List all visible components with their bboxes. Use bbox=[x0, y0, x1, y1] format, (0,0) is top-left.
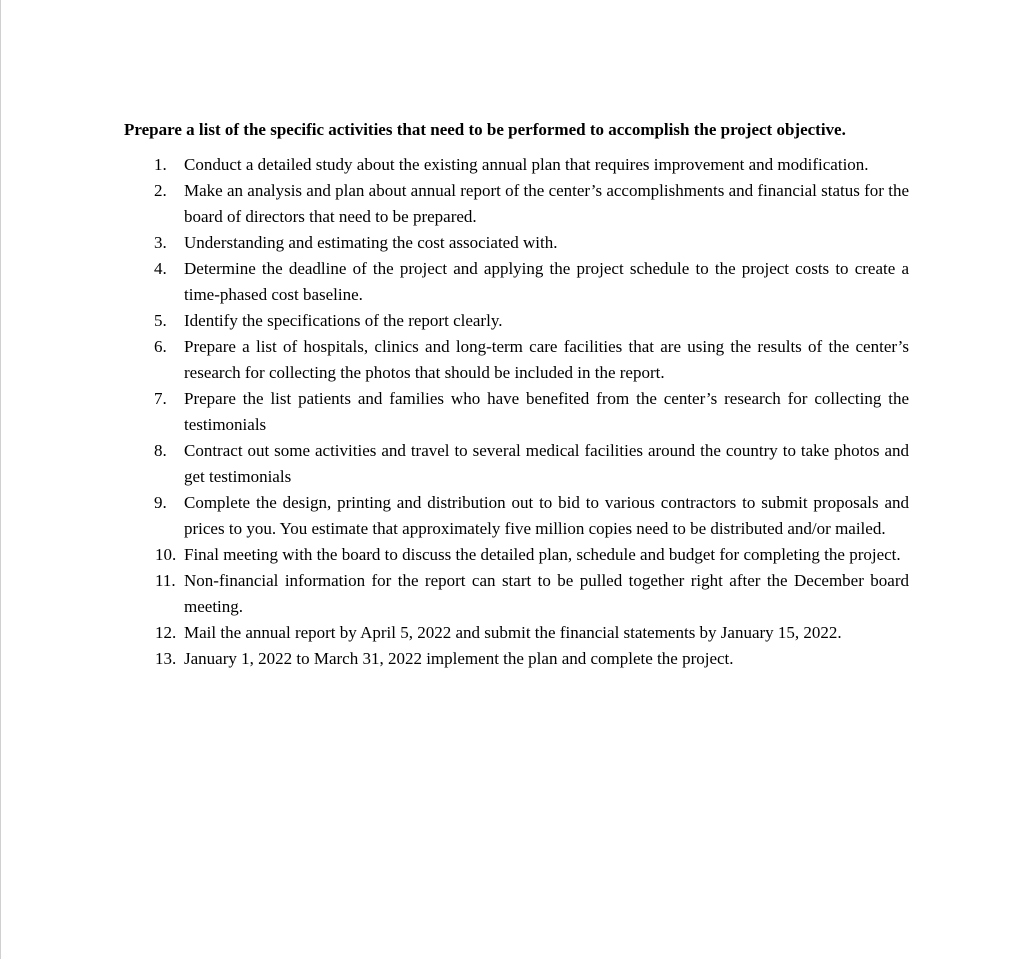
activity-number: 9. bbox=[154, 493, 167, 512]
activity-item-5 bbox=[124, 308, 909, 334]
activity-list bbox=[124, 152, 909, 672]
activity-text: Mail the annual report by April 5, 2022 and submit the financial statements by January 15, 2022. bbox=[184, 623, 842, 642]
activity-item-1 bbox=[124, 152, 909, 178]
activity-item-4 bbox=[124, 256, 909, 308]
activity-number: 13. bbox=[155, 649, 177, 668]
activity-item-10 bbox=[124, 542, 909, 568]
document-body bbox=[124, 118, 909, 672]
activity-item-9 bbox=[124, 490, 909, 542]
activity-text: Non-financial information for the report can start to be pulled together right after the December board meeting. bbox=[184, 571, 909, 616]
document-heading: Prepare a list of the specific activities that need to be performed to accomplish the project objective. bbox=[124, 120, 846, 139]
activity-item-12 bbox=[124, 620, 909, 646]
activity-number: 7. bbox=[154, 389, 167, 408]
activity-text: Understanding and estimating the cost associated with. bbox=[184, 233, 558, 252]
activity-number: 3. bbox=[154, 233, 167, 252]
activity-text: January 1, 2022 to March 31, 2022 implement the plan and complete the project. bbox=[184, 649, 734, 668]
activity-number: 11. bbox=[155, 571, 176, 590]
activity-text: Contract out some activities and travel to several medical facilities around the country to take photos and get testimonials bbox=[184, 441, 909, 486]
activity-item-7 bbox=[124, 386, 909, 438]
activity-text: Determine the deadline of the project and applying the project schedule to the project costs to create a time-phased cost baseline. bbox=[184, 259, 909, 304]
activity-text: Identify the specifications of the report clearly. bbox=[184, 311, 503, 330]
activity-text: Prepare a list of hospitals, clinics and long-term care facilities that are using the results of the center’s research for collecting the photos that should be included in the report. bbox=[184, 337, 909, 382]
activity-text: Complete the design, printing and distribution out to bid to various contractors to submit proposals and prices to you. You estimate that approximately five million copies need to be distributed and/or mailed. bbox=[184, 493, 909, 538]
activity-number: 5. bbox=[154, 311, 167, 330]
activity-item-6 bbox=[124, 334, 909, 386]
activity-text: Make an analysis and plan about annual report of the center’s accomplishments and financial status for the board of directors that need to be prepared. bbox=[184, 181, 909, 226]
activity-number: 2. bbox=[154, 181, 167, 200]
activity-item-11 bbox=[124, 568, 909, 620]
activity-text: Conduct a detailed study about the existing annual plan that requires improvement and modification. bbox=[184, 155, 869, 174]
activity-item-13 bbox=[124, 646, 909, 672]
activity-number: 8. bbox=[154, 441, 167, 460]
activity-number: 6. bbox=[154, 337, 167, 356]
activity-item-2 bbox=[124, 178, 909, 230]
activity-text: Prepare the list patients and families who have benefited from the center’s research for collecting the testimonials bbox=[184, 389, 909, 434]
activity-text: Final meeting with the board to discuss the detailed plan, schedule and budget for completing the project. bbox=[184, 545, 901, 564]
activity-number: 4. bbox=[154, 259, 167, 278]
activity-number: 1. bbox=[154, 155, 167, 174]
activity-item-8 bbox=[124, 438, 909, 490]
activity-item-3 bbox=[124, 230, 909, 256]
activity-number: 10. bbox=[155, 545, 177, 564]
activity-number: 12. bbox=[155, 623, 177, 642]
